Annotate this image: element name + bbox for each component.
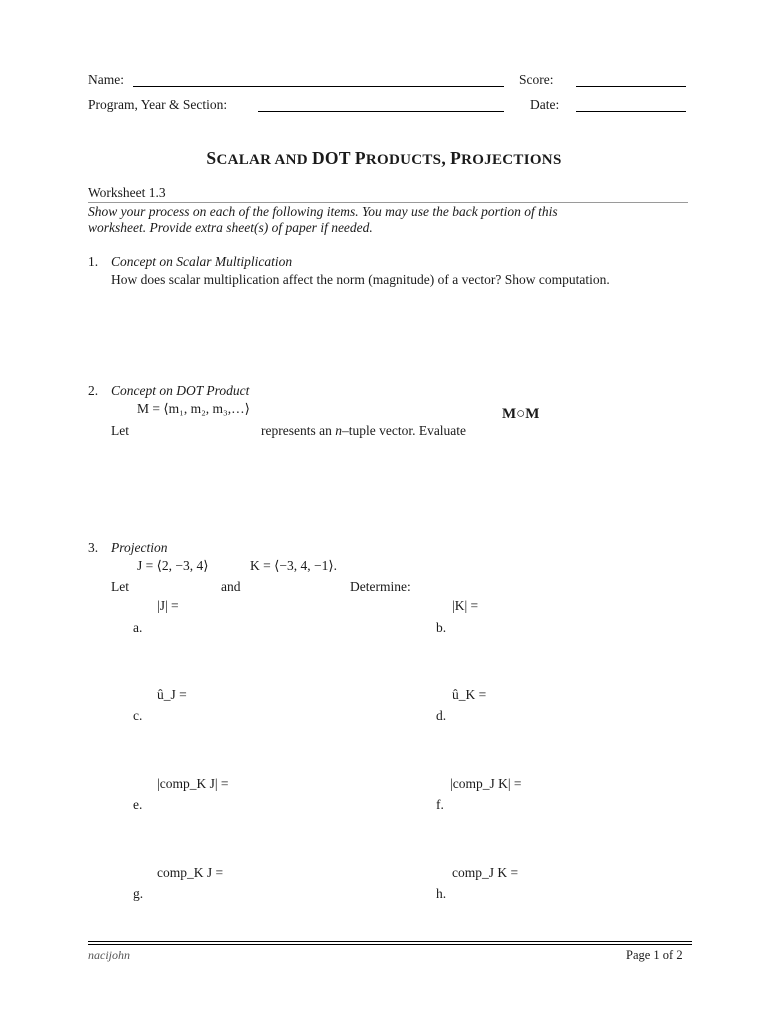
item-d-letter: d. <box>436 708 447 723</box>
q3-vector-k: K = ⟨−3, 4, −1⟩. <box>250 558 337 573</box>
program-label: Program, Year & Section: <box>88 97 228 112</box>
q3-let: Let <box>111 579 129 594</box>
score-label: Score: <box>519 72 554 87</box>
q2-vector-def: M = ⟨m₁, m₂, m₃,…⟩ <box>137 401 250 416</box>
date-label: Date: <box>530 97 560 112</box>
date-field[interactable] <box>576 111 686 112</box>
q1-text: How does scalar multiplication affect the norm (magnitude) of a vector? Show computation. <box>111 272 610 287</box>
instructions-line-2: worksheet. Provide extra sheet(s) of paper if needed. <box>88 220 373 235</box>
worksheet-divider <box>88 202 688 203</box>
footer-page: Page 1 of 2 <box>626 948 683 962</box>
item-e-expr: |comp_K J| = <box>157 776 229 791</box>
item-g-letter: g. <box>133 886 144 901</box>
q1-number: 1. <box>88 254 99 269</box>
score-field[interactable] <box>576 86 686 87</box>
item-h-letter: h. <box>436 886 447 901</box>
item-h-expr: comp_J K = <box>452 865 519 880</box>
item-b-expr: |K| = <box>452 598 479 613</box>
footer-rule-bottom <box>88 944 692 945</box>
q2-text: represents an n–tuple vector. Evaluate <box>261 423 467 438</box>
q2-heading: Concept on DOT Product <box>111 383 250 398</box>
q3-vector-j: J = ⟨2, −3, 4⟩ <box>137 558 209 573</box>
footer-author: nacijohn <box>88 948 130 962</box>
worksheet-label: Worksheet 1.3 <box>88 185 166 200</box>
q2-evaluate-expr: M○M <box>502 406 540 422</box>
item-f-letter: f. <box>436 797 444 812</box>
item-g-expr: comp_K J = <box>157 865 224 880</box>
item-e-letter: e. <box>133 797 143 812</box>
q1-heading: Concept on Scalar Multiplication <box>111 254 293 269</box>
item-a-expr: |J| = <box>157 598 179 613</box>
q3-and: and <box>221 579 241 594</box>
footer-rule-top <box>88 941 692 942</box>
item-a-letter: a. <box>133 620 143 635</box>
q3-heading: Projection <box>111 540 168 555</box>
q3-determine: Determine: <box>350 579 411 594</box>
q2-number: 2. <box>88 383 99 398</box>
q2-let: Let <box>111 423 129 438</box>
instructions-line-1: Show your process on each of the following items. You may use the back portion of this <box>88 204 558 219</box>
q3-number: 3. <box>88 540 99 555</box>
item-d-expr: û_K = <box>452 687 487 702</box>
item-b-letter: b. <box>436 620 447 635</box>
name-field[interactable] <box>133 86 504 87</box>
item-c-letter: c. <box>133 708 143 723</box>
page-title: SCALAR AND DOT PRODUCTS, PROJECTIONS <box>206 148 562 168</box>
item-f-expr: |comp_J K| = <box>450 776 522 791</box>
program-field[interactable] <box>258 111 504 112</box>
name-label: Name: <box>88 72 124 87</box>
item-c-expr: û_J = <box>157 687 187 702</box>
